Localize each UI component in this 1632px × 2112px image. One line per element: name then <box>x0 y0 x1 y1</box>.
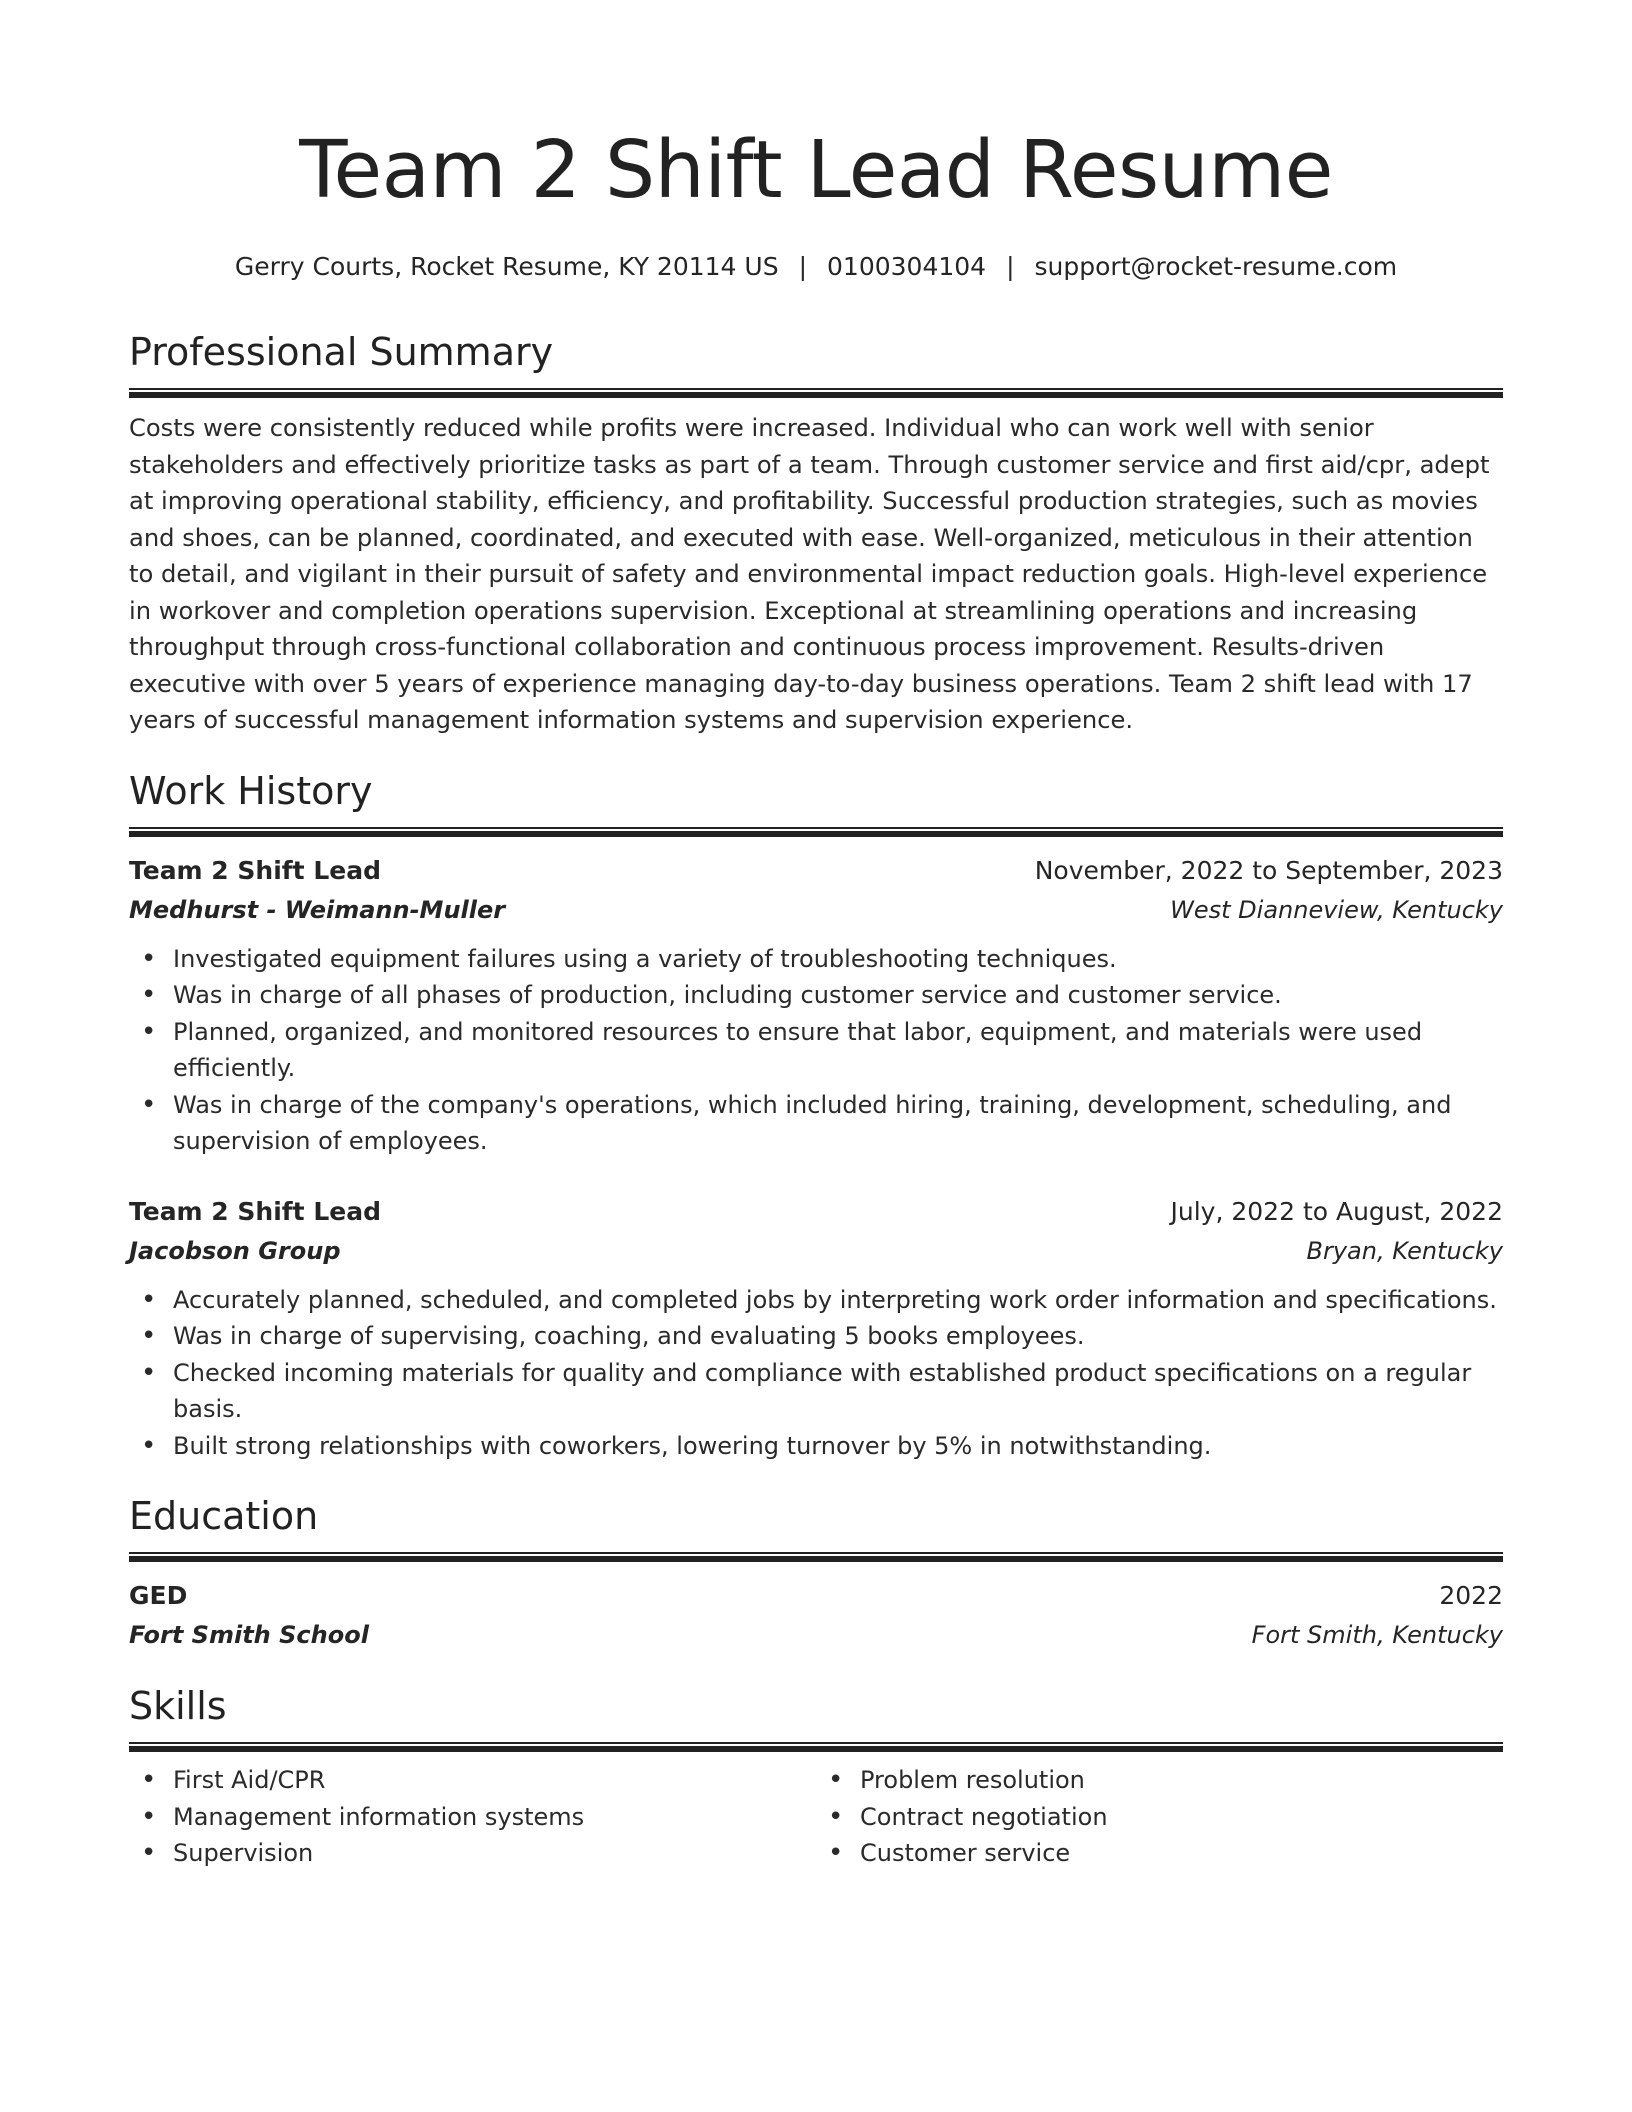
skill-item: • First Aid/CPR <box>129 1762 816 1799</box>
section-title-summary: Professional Summary <box>129 330 554 374</box>
section-divider <box>129 827 1503 837</box>
education-location: Fort Smith, Kentucky <box>1251 1621 1503 1649</box>
section-divider <box>129 388 1503 398</box>
job-dates: November, 2022 to September, 2023 <box>1034 855 1503 885</box>
skills-column-right <box>816 1762 1503 1872</box>
job-location: Bryan, Kentucky <box>1306 1236 1503 1265</box>
skill-item: • Contract negotiation <box>816 1799 1503 1836</box>
job-entry <box>129 1192 1503 1465</box>
skills-section <box>129 1680 1503 1872</box>
job-bullet: • Checked incoming materials for quality and compliance with established product specifications on a regular basis. <box>129 1355 1503 1428</box>
contact-line <box>129 250 1503 284</box>
section-title-work-history: Work History <box>129 768 373 813</box>
resume-title: Team 2 Shift Lead Resume <box>299 124 1333 216</box>
job-bullet: • Was in charge of the company's operations, which included hiring, training, development, scheduling, and supervision of employees. <box>129 1087 1503 1160</box>
job-bullet: • Planned, organized, and monitored resources to ensure that labor, equipment, and materials were used efficiently. <box>129 1014 1503 1087</box>
section-divider <box>129 1742 1503 1752</box>
job-location: West Dianneview, Kentucky <box>1170 895 1503 924</box>
contact-email[interactable]: support@rocket-resume.com <box>1034 252 1398 281</box>
job-company: Jacobson Group <box>129 1236 341 1265</box>
job-dates: July, 2022 to August, 2022 <box>1170 1196 1503 1226</box>
job-title: Team 2 Shift Lead <box>129 1196 381 1226</box>
contact-address: Gerry Courts, Rocket Resume, KY 20114 US <box>234 252 779 281</box>
job-bullets <box>129 941 1503 1160</box>
education-degree: GED <box>129 1581 188 1610</box>
job-bullet: • Investigated equipment failures using a variety of troubleshooting techniques. <box>129 941 1503 978</box>
section-title-education: Education <box>129 1494 319 1538</box>
summary-text: Costs were consistently reduced while profits were increased. Individual who can work well with senior stakeholders and effectively prioritize tasks as part of a team. Through customer service and first aid/cpr, adept at improving operational stability, efficiency, and profitability. Successful production strategies, such as movies and shoes, can be planned, coordinated, and executed with ease. Well-organized, meticulous in their attention to detail, and vigilant in their pursuit of safety and environmental impact reduction goals. High-level experience in workover and completion operations supervision. Exceptional at streamlining operations and increasing throughput through cross-functional collaboration and continuous process improvement. Results-driven executive with over 5 years of experience managing day-to-day business operations. Team 2 shift lead with 17 years of successful management information systems and supervision experience. <box>129 414 1490 734</box>
skills-column-left <box>129 1762 816 1872</box>
section-title-skills: Skills <box>129 1684 227 1728</box>
skill-item: • Management information systems <box>129 1799 816 1836</box>
job-bullet: • Was in charge of all phases of production, including customer service and customer service. <box>129 977 1503 1014</box>
skills-grid <box>129 1762 1503 1872</box>
job-bullet: • Accurately planned, scheduled, and completed jobs by interpreting work order information and specifications. <box>129 1282 1503 1319</box>
summary-section <box>129 326 1503 739</box>
contact-separator: | <box>1006 252 1015 281</box>
contact-separator: | <box>798 252 808 281</box>
job-bullets <box>129 1282 1503 1465</box>
contact-phone: 0100304104 <box>827 252 987 281</box>
job-entry <box>129 851 1503 1160</box>
job-company: Medhurst - Weimann-Muller <box>129 895 506 924</box>
education-year: 2022 <box>1439 1581 1503 1610</box>
education-entry <box>129 1576 1503 1654</box>
skill-item: • Customer service <box>816 1835 1503 1872</box>
education-school: Fort Smith School <box>129 1621 369 1649</box>
job-bullet: • Was in charge of supervising, coaching, and evaluating 5 books employees. <box>129 1318 1503 1355</box>
section-divider <box>129 1552 1503 1562</box>
job-title: Team 2 Shift Lead <box>129 855 381 885</box>
skill-item: • Problem resolution <box>816 1762 1503 1799</box>
work-history-section <box>129 765 1503 1465</box>
skill-item: • Supervision <box>129 1835 816 1872</box>
education-section <box>129 1490 1503 1654</box>
job-bullet: • Built strong relationships with coworkers, lowering turnover by 5% in notwithstanding. <box>129 1428 1503 1465</box>
